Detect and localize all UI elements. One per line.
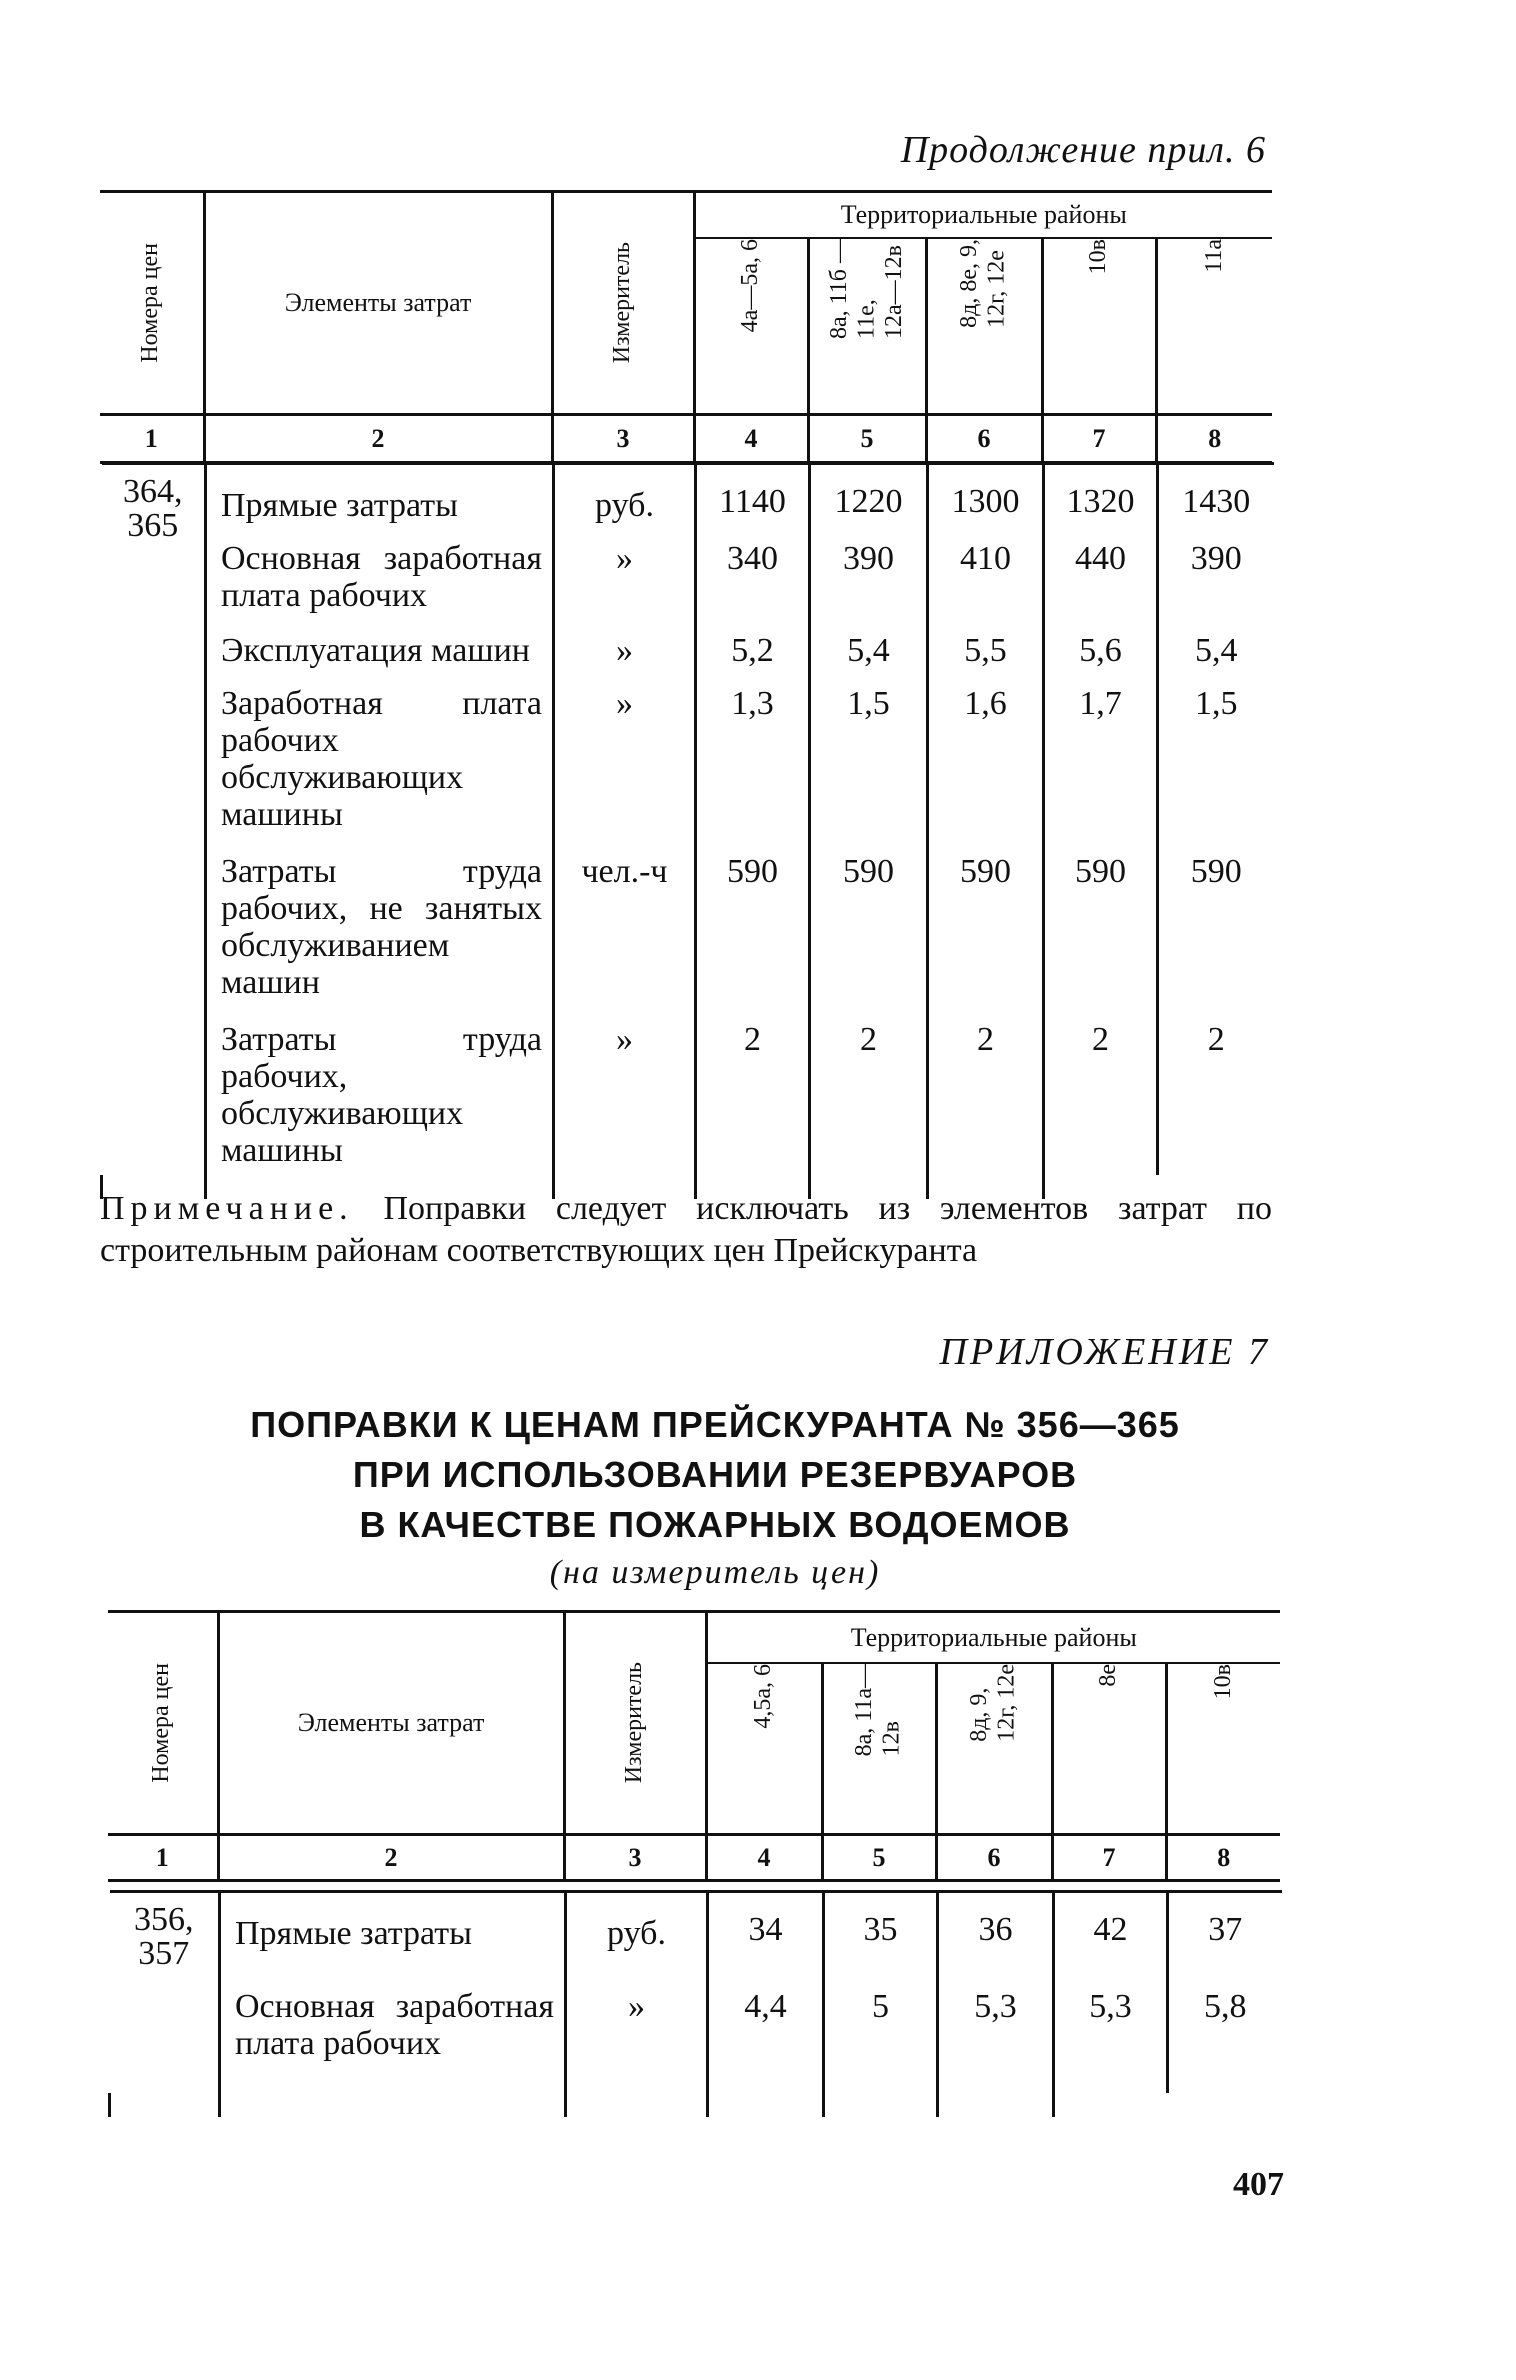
- element-name-cell: Заработная плата рабочих обслуживающих машины: [206, 671, 554, 839]
- note-paragraph: [100, 1188, 1272, 1272]
- unit-cell: руб.: [566, 1892, 708, 1974]
- value-cell-region-1: 5,2: [696, 618, 810, 671]
- column-number-6: 6: [926, 415, 1042, 463]
- value-cell-region-2: 5: [824, 1974, 938, 2093]
- note-text: Поправки следует исключать из элементов затрат по строительным районам соответствующих цен Прейскуранта: [100, 1190, 1272, 1269]
- table-row: [102, 671, 1274, 839]
- unit-cell: »: [566, 1974, 708, 2093]
- value-cell-region-3: 1,6: [928, 671, 1044, 839]
- value-cell-region-1: 1,3: [696, 671, 810, 839]
- appendix-label: ПРИЛОЖЕНИЕ 7: [939, 1331, 1270, 1373]
- value-cell-region-5: 1,5: [1158, 671, 1274, 839]
- subtitle: (на измеритель цен): [549, 1554, 881, 1591]
- value-cell-region-4: 1320: [1044, 464, 1158, 527]
- value-cell-region-4: 42: [1054, 1892, 1168, 1974]
- value-cell-region-3: 1300: [928, 464, 1044, 527]
- header-region-col-1: 4,5а, 6: [706, 1663, 822, 1834]
- column-number-2: 2: [218, 1835, 564, 1881]
- price-number-cell: 356, 357: [134, 1901, 194, 1972]
- column-number-7: 7: [1052, 1835, 1166, 1881]
- continuation-label: Продолжение прил. 6: [900, 129, 1266, 171]
- unit-cell: »: [554, 671, 696, 839]
- price-table-2-body: [108, 1890, 1282, 2117]
- element-name-cell: Прямые затраты: [220, 1892, 566, 1974]
- element-name-cell: Основная заработная плата рабочих: [220, 1974, 566, 2093]
- value-cell-region-4: 590: [1044, 839, 1158, 1007]
- element-name-cell: Основная заработная плата рабочих: [206, 526, 554, 617]
- element-name-cell: Прямые затраты: [206, 464, 554, 527]
- column-number-5: 5: [808, 415, 926, 463]
- value-cell-region-1: 590: [696, 839, 810, 1007]
- column-number-1: 1: [108, 1835, 218, 1881]
- element-name-cell: Затраты труда рабочих, не занятых обслуживанием машин: [206, 839, 554, 1007]
- price-table-2: [108, 1610, 1280, 1882]
- unit-cell: чел.-ч: [554, 839, 696, 1007]
- header-region-col-4: 10в: [1042, 238, 1156, 414]
- value-cell-region-5: 390: [1158, 526, 1274, 617]
- column-number-3: 3: [552, 415, 694, 463]
- value-cell-region-1: 2: [696, 1007, 810, 1175]
- header-region-col-5: 10в: [1166, 1663, 1280, 1834]
- header-regions: Территориальные районы: [706, 1612, 1280, 1664]
- value-cell-region-5: 37: [1168, 1892, 1282, 1974]
- value-cell-region-5: 5,4: [1158, 618, 1274, 671]
- value-cell-region-3: 36: [938, 1892, 1054, 1974]
- element-name-cell: Затраты труда рабочих, обслуживающих машины: [206, 1007, 554, 1175]
- value-cell-region-3: 5,3: [938, 1974, 1054, 2093]
- price-table-1-body: [100, 462, 1274, 1199]
- price-table-1: [100, 190, 1272, 464]
- header-elements: Элементы затрат: [218, 1612, 564, 1835]
- header-region-col-2: 8а, 11б — 11е, 12а—12в: [808, 238, 926, 414]
- title-line-2: ПРИ ИСПОЛЬЗОВАНИИ РЕЗЕРВУАРОВ: [352, 1454, 1078, 1495]
- column-number-1: 1: [100, 415, 204, 463]
- value-cell-region-4: 440: [1044, 526, 1158, 617]
- value-cell-region-4: 2: [1044, 1007, 1158, 1175]
- value-cell-region-3: 5,5: [928, 618, 1044, 671]
- element-name-cell: Эксплуатация машин: [206, 618, 554, 671]
- title-line-1: ПОПРАВКИ К ЦЕНАМ ПРЕЙСКУРАНТА № 356—365: [250, 1404, 1180, 1445]
- value-cell-region-2: 1220: [810, 464, 928, 527]
- appendix-title: [160, 1400, 1270, 1550]
- value-cell-region-4: 1,7: [1044, 671, 1158, 839]
- column-number-4: 4: [694, 415, 808, 463]
- value-cell-region-2: 35: [824, 1892, 938, 1974]
- value-cell-region-2: 390: [810, 526, 928, 617]
- unit-cell: руб.: [554, 464, 696, 527]
- column-number-3: 3: [564, 1835, 706, 1881]
- column-number-5: 5: [822, 1835, 936, 1881]
- header-unit: Измеритель: [552, 192, 694, 415]
- value-cell-region-3: 2: [928, 1007, 1044, 1175]
- table-row: [110, 1892, 1282, 1974]
- header-price-no: Номера цен: [108, 1612, 218, 1835]
- unit-cell: »: [554, 1007, 696, 1175]
- value-cell-region-2: 5,4: [810, 618, 928, 671]
- title-line-3: В КАЧЕСТВЕ ПОЖАРНЫХ ВОДОЕМОВ: [359, 1504, 1071, 1545]
- header-elements: Элементы затрат: [204, 192, 552, 415]
- value-cell-region-4: 5,6: [1044, 618, 1158, 671]
- value-cell-region-1: 4,4: [708, 1974, 824, 2093]
- value-cell-region-5: 590: [1158, 839, 1274, 1007]
- table-row: [102, 618, 1274, 671]
- page-number: 407: [1233, 2166, 1284, 2203]
- column-number-6: 6: [936, 1835, 1052, 1881]
- unit-cell: »: [554, 526, 696, 617]
- value-cell-region-5: 1430: [1158, 464, 1274, 527]
- value-cell-region-1: 1140: [696, 464, 810, 527]
- header-region-col-2: 8а, 11а— 12в: [822, 1663, 936, 1834]
- table-row: [102, 526, 1274, 617]
- value-cell-region-3: 410: [928, 526, 1044, 617]
- header-region-col-4: 8е: [1052, 1663, 1166, 1834]
- column-number-4: 4: [706, 1835, 822, 1881]
- table-row: [102, 839, 1274, 1007]
- column-number-8: 8: [1156, 415, 1272, 463]
- price-number-cell: 364, 365: [123, 473, 183, 544]
- value-cell-region-4: 5,3: [1054, 1974, 1168, 2093]
- value-cell-region-3: 590: [928, 839, 1044, 1007]
- column-number-8: 8: [1166, 1835, 1280, 1881]
- header-region-col-1: 4а—5а, 6: [694, 238, 808, 414]
- value-cell-region-2: 1,5: [810, 671, 928, 839]
- table-row: [102, 1007, 1274, 1175]
- header-region-col-5: 11а: [1156, 238, 1272, 414]
- header-unit: Измеритель: [564, 1612, 706, 1835]
- unit-cell: »: [554, 618, 696, 671]
- header-region-col-3: 8д, 9, 12г, 12е: [936, 1663, 1052, 1834]
- table-row: [110, 1974, 1282, 2093]
- value-cell-region-5: 2: [1158, 1007, 1274, 1175]
- value-cell-region-1: 340: [696, 526, 810, 617]
- value-cell-region-2: 590: [810, 839, 928, 1007]
- value-cell-region-5: 5,8: [1168, 1974, 1282, 2093]
- value-cell-region-1: 34: [708, 1892, 824, 1974]
- value-cell-region-2: 2: [810, 1007, 928, 1175]
- header-regions: Территориальные районы: [694, 192, 1272, 239]
- header-price-no: Номера цен: [100, 192, 204, 415]
- column-number-7: 7: [1042, 415, 1156, 463]
- table-row: [102, 464, 1274, 527]
- note-lead: Примечание.: [100, 1190, 354, 1227]
- column-number-2: 2: [204, 415, 552, 463]
- header-region-col-3: 8д, 8е, 9, 12г, 12е: [926, 238, 1042, 414]
